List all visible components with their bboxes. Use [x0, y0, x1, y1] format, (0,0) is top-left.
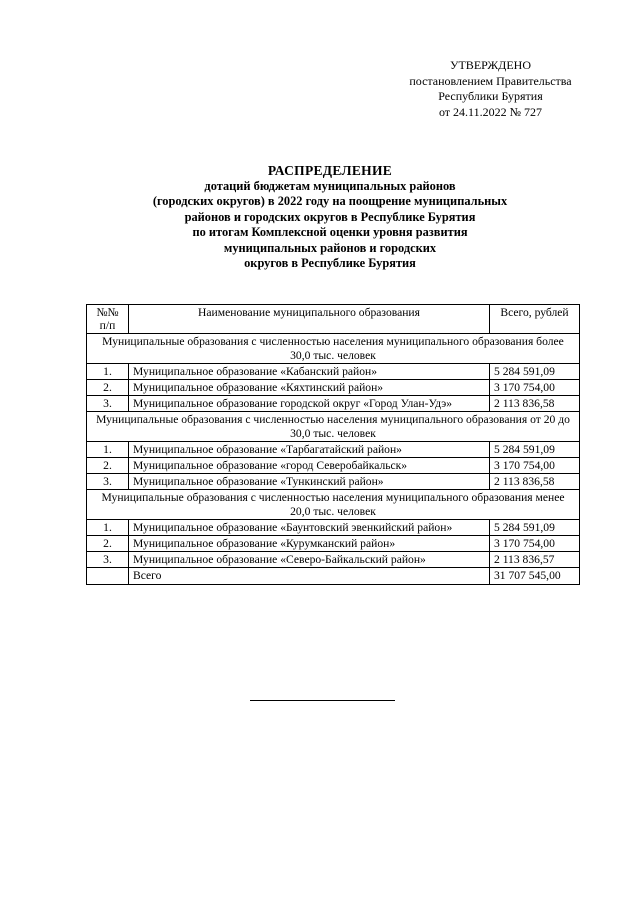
row-number: 2.: [87, 380, 129, 396]
title-line: муниципальных районов и городских: [223, 240, 437, 255]
row-name: Муниципальное образование «Северо-Байкальский район»: [129, 552, 490, 568]
title-line: районов и городских округов в Республике Бурятия: [184, 209, 476, 224]
row-name: Муниципальное образование «Тункинский район»: [129, 474, 490, 490]
table-row: [87, 536, 580, 552]
row-number: 2.: [87, 536, 129, 552]
table-row: [87, 441, 580, 457]
table-row: [87, 519, 580, 535]
title-main: РАСПРЕДЕЛЕНИЕ: [267, 163, 393, 178]
group-row: [87, 490, 580, 519]
row-name: Муниципальное образование «Кяхтинский район»: [129, 380, 490, 396]
total-label: Всего: [129, 568, 490, 584]
row-sum: 2 113 836,58: [490, 396, 580, 412]
group-title: Муниципальные образования с численностью населения муниципального образования от 20 до 30,0 тыс. человек: [87, 412, 580, 441]
total-row: [87, 568, 580, 584]
row-sum: 5 284 591,09: [490, 441, 580, 457]
header-name: Наименование муниципального образования: [129, 305, 490, 334]
approval-date-number: от 24.11.2022 № 727: [438, 104, 543, 119]
row-sum: 2 113 836,58: [490, 474, 580, 490]
title-line: округов в Республике Бурятия: [244, 256, 416, 270]
table-row: [87, 380, 580, 396]
approval-stamp: [398, 58, 583, 120]
document-title: [80, 163, 580, 272]
group-row: [87, 412, 580, 441]
approval-heading: УТВЕРЖДЕНО: [449, 58, 531, 72]
group-row: [87, 334, 580, 363]
title-line: (городских округов) в 2022 году на поощрение муниципальных: [152, 194, 508, 208]
total-number-cell: [87, 568, 129, 584]
table-row: [87, 363, 580, 379]
table-row: [87, 552, 580, 568]
row-number: 3.: [87, 552, 129, 568]
group-title: Муниципальные образования с численностью населения муниципального образования более 30,0 тыс. человек: [87, 334, 580, 363]
row-sum: 3 170 754,00: [490, 380, 580, 396]
row-name: Муниципальное образование городской округ «Город Улан-Удэ»: [129, 396, 490, 412]
row-sum: 3 170 754,00: [490, 458, 580, 474]
total-sum: 31 707 545,00: [490, 568, 580, 584]
group-title: Муниципальные образования с численностью населения муниципального образования менее 20,0 тыс. человек: [87, 490, 580, 519]
row-sum: 2 113 836,57: [490, 552, 580, 568]
approval-authority: Республики Бурятия: [438, 89, 543, 103]
row-sum: 5 284 591,09: [490, 519, 580, 535]
row-number: 1.: [87, 519, 129, 535]
header-total: Всего, рублей: [490, 305, 580, 334]
table-row: [87, 396, 580, 412]
row-number: 3.: [87, 396, 129, 412]
title-line: дотаций бюджетам муниципальных районов: [204, 178, 456, 193]
approval-resolution: постановлением Правительства: [409, 73, 572, 88]
row-sum: 3 170 754,00: [490, 536, 580, 552]
table-row: [87, 474, 580, 490]
row-number: 3.: [87, 474, 129, 490]
row-sum: 5 284 591,09: [490, 363, 580, 379]
distribution-table: [86, 304, 580, 585]
table-header-row: [87, 305, 580, 334]
closing-divider: [250, 700, 395, 701]
row-name: Муниципальное образование «Кабанский район»: [129, 363, 490, 379]
row-number: 1.: [87, 441, 129, 457]
table-row: [87, 458, 580, 474]
row-name: Муниципальное образование «Баунтовский эвенкийский район»: [129, 519, 490, 535]
row-name: Муниципальное образование «Курумканский район»: [129, 536, 490, 552]
row-name: Муниципальное образование «город Северобайкальск»: [129, 458, 490, 474]
title-line: по итогам Комплексной оценки уровня развития: [192, 225, 468, 239]
row-number: 2.: [87, 458, 129, 474]
row-number: 1.: [87, 363, 129, 379]
row-name: Муниципальное образование «Тарбагатайский район»: [129, 441, 490, 457]
header-number: №№ п/п: [87, 305, 129, 334]
